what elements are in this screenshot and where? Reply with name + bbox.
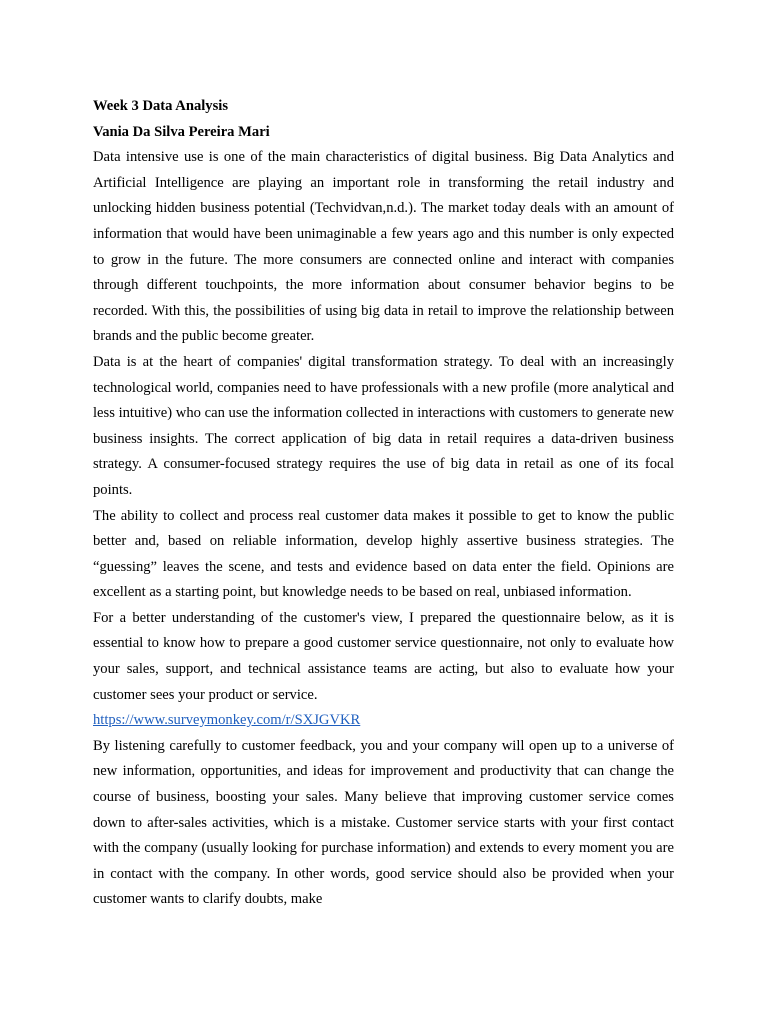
paragraph-2: Data is at the heart of companies' digital transformation strategy. To deal with an increasingly technological world, companies need to have professionals with a new profile (more analytical and less intuitive) who can use the information collected in interactions with customers to generate new business insights. The correct application of big data in retail requires a data-driven business strategy. A consumer-focused strategy requires the use of big data in retail as one of its focal points. bbox=[93, 353, 674, 498]
document-title: Week 3 Data Analysis bbox=[93, 98, 229, 114]
document-page bbox=[93, 94, 674, 913]
paragraph-5: By listening carefully to customer feedback, you and your company will open up to a universe of new information, opportunities, and ideas for improvement and productivity that can change the course of business, boosting your sales. Many believe that improving customer service comes down to after-sales activities, which is a mistake. Customer service starts with your first contact with the company (usually looking for purchase information) and extends to every moment you are in contact with the company. In other words, good service should also be provided when your customer wants to clarify doubts, make bbox=[93, 737, 674, 908]
survey-link[interactable]: https://www.surveymonkey.com/r/SXJGVKR bbox=[93, 712, 361, 729]
paragraph-3: The ability to collect and process real customer data makes it possible to get to know the public better and, based on reliable information, develop highly assertive business strategies. The “guessing” leaves the scene, and tests and evidence based on data enter the field. Opinions are excellent as a starting point, but knowledge needs to be based on real, unbiased information. bbox=[93, 507, 674, 601]
paragraph-1: Data intensive use is one of the main characteristics of digital business. Big Data Analytics and Artificial Intelligence are playing an important role in transforming the retail industry and unlocking hidden business potential (Techvidvan,n.d.). The market today deals with an amount of information that would have been unimaginable a few years ago and this number is only expected to grow in the future. The more consumers are connected online and interact with companies through different touchpoints, the more information about consumer behavior begins to be recorded. With this, the possibilities of using big data in retail to improve the relationship between brands and the public become greater. bbox=[93, 149, 674, 345]
document-author: Vania Da Silva Pereira Mari bbox=[93, 123, 270, 140]
paragraph-4: For a better understanding of the customer's view, I prepared the questionnaire below, as it is essential to know how to prepare a good customer service questionnaire, not only to evaluate how your sales, support, and technical assistance teams are acting, but also to evaluate how your customer sees your product or service. bbox=[93, 609, 674, 703]
